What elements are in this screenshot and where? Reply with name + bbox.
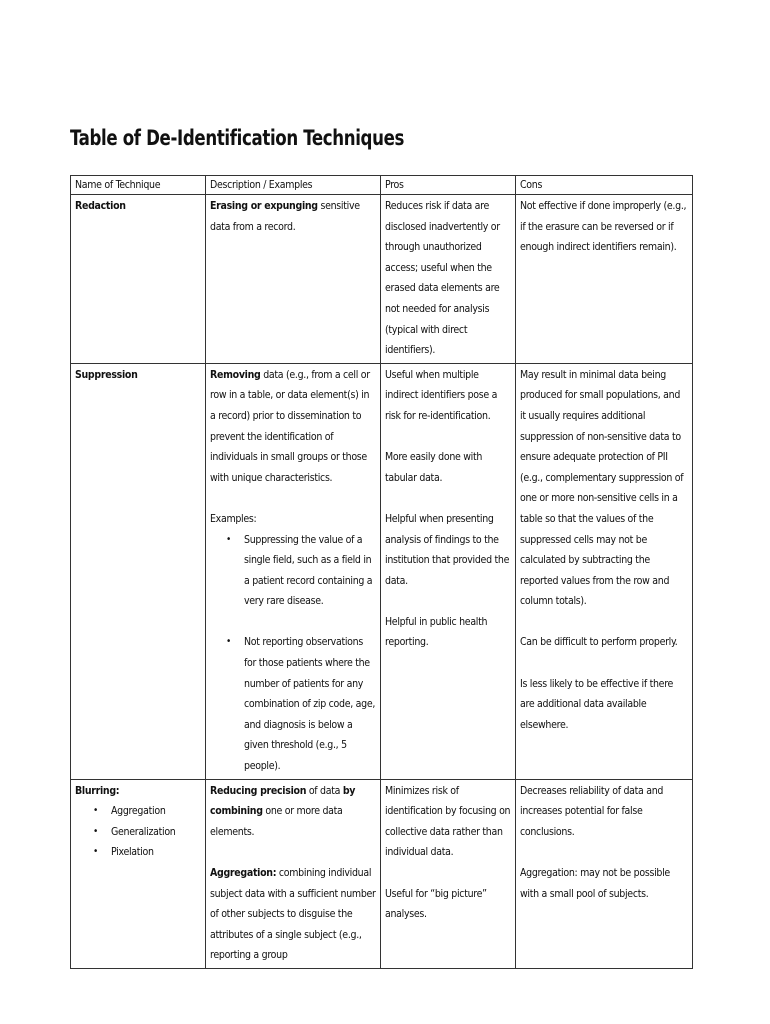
description-cell [206, 779, 381, 968]
examples-label: Examples: [210, 512, 257, 525]
description-text: data (e.g., from a cell or row in a table, or data element(s) in a record) prior to dissemination to prevent the identification of individuals in small groups or those with unique characteristics. [210, 368, 370, 484]
description-cell [206, 363, 381, 779]
description-bold: by combining [210, 784, 356, 818]
description-bold: Erasing or expunging [210, 200, 318, 212]
description-bold: Reducing precision [210, 784, 307, 797]
pros-paragraph: Minimizes risk of identification by focusing on collective data rather than individual data. [385, 784, 511, 859]
header-description: Description / Examples [206, 176, 381, 195]
list-item: • Generalization [111, 822, 201, 843]
examples-list [210, 632, 376, 776]
cons-cell [516, 779, 693, 968]
table-row-suppression [71, 363, 693, 779]
example-item: • Suppressing the value of a single field, such as a field in a patient record containing a very rare disease. [244, 530, 376, 612]
list-item: • Pixelation [111, 842, 201, 863]
cons-paragraph: Aggregation: may not be possible with a small pool of subjects. [520, 867, 670, 900]
header-pros: Pros [381, 176, 516, 195]
page-title: Table of De-Identification Techniques [70, 126, 405, 150]
aggregation-paragraph [210, 863, 376, 966]
header-cons: Cons [516, 176, 693, 195]
pros-cell [381, 779, 516, 968]
cons-paragraph: May result in minimal data being produced for small populations, and it usually requires additional suppression of non-sensitive data to ensure adequate protection of PII (e.g., complementary suppression of one or more non-sensitive cells in a table so that the values of the suppressed cells may not be calculated by subtracting the reported values from the row and column totals). [520, 368, 684, 608]
examples-list [210, 530, 376, 612]
technique-name: Redaction [71, 195, 206, 364]
aggregation-bold: Aggregation: [210, 867, 277, 879]
description-text: one or more data elements. [210, 805, 343, 838]
description-text: of data [306, 784, 343, 797]
list-item: • Aggregation [111, 801, 201, 822]
blurring-types-list [75, 801, 201, 863]
example-item: • Not reporting observations for those patients where the number of patients for any combination of zip code, age, and diagnosis is below a given threshold (e.g., 5 people). [244, 632, 376, 776]
header-name: Name of Technique [71, 176, 206, 195]
table-header-row [71, 176, 693, 195]
pros-paragraph: Useful for “big picture” analyses. [385, 887, 487, 921]
pros-cell [381, 363, 516, 779]
cons-cell [516, 363, 693, 779]
cons-paragraph: Can be difficult to perform properly. [520, 636, 678, 649]
cons-paragraph: Is less likely to be effective if there are additional data available elsewhere. [520, 677, 674, 731]
description-bold: Removing [210, 368, 261, 381]
pros-paragraph: Useful when multiple indirect identifiers pose a risk for re-identification. [385, 368, 498, 422]
pros-cell: Reduces risk if data are disclosed inadvertently or through unauthorized access; useful when the erased data elements are not needed for analysis (typical with direct identifiers). [381, 195, 516, 364]
description-paragraph [210, 781, 376, 843]
table-row-redaction [71, 195, 693, 364]
description-paragraph [210, 365, 376, 489]
description-text: sensitive data from a record. [210, 200, 360, 233]
pros-paragraph: More easily done with tabular data. [385, 451, 483, 484]
cons-paragraph: Decreases reliability of data and increases potential for false conclusions. [520, 784, 664, 838]
cons-cell: Not effective if done improperly (e.g., if the erasure can be reversed or if enough indirect identifiers remain). [516, 195, 693, 364]
technique-name: Blurring: [75, 784, 120, 797]
aggregation-text: combining individual subject data with a sufficient number of other subjects to disguise the attributes of a single subject (e.g., reporting a group [210, 867, 376, 962]
technique-name: Suppression [71, 363, 206, 779]
deidentification-table [70, 175, 693, 969]
description-cell [206, 195, 381, 364]
table-row-blurring [71, 779, 693, 968]
pros-paragraph: Helpful in public health reporting. [385, 615, 488, 649]
pros-paragraph: Helpful when presenting analysis of findings to the institution that provided the data. [385, 512, 510, 587]
technique-name-cell [71, 779, 206, 968]
